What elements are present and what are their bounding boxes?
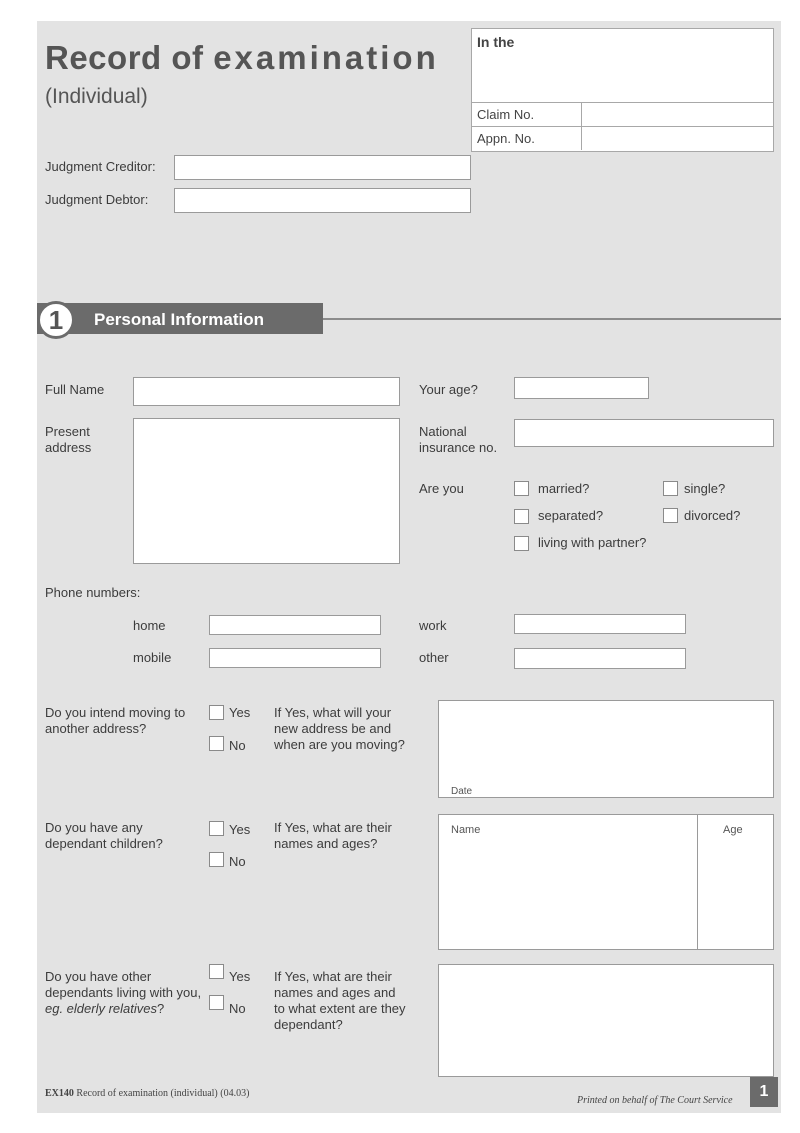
moving-no-checkbox[interactable] bbox=[209, 736, 224, 751]
appn-no-row[interactable] bbox=[472, 126, 773, 150]
dependants-if-yes-text: If Yes, what are their names and ages and to what extent are they dependant? bbox=[274, 969, 406, 1032]
your-age-label: Your age? bbox=[419, 382, 478, 397]
form-title: Record of examination bbox=[45, 39, 439, 76]
children-no-checkbox[interactable] bbox=[209, 852, 224, 867]
age-column-header: Age bbox=[723, 824, 743, 836]
form-subtitle: (Individual) bbox=[45, 85, 148, 108]
dependants-no-label: No bbox=[229, 1001, 246, 1016]
full-name-field[interactable] bbox=[133, 377, 400, 406]
home-phone-field[interactable] bbox=[209, 615, 381, 635]
in-the-label: In the bbox=[477, 34, 515, 50]
claim-no-row[interactable] bbox=[472, 102, 773, 126]
phone-numbers-label: Phone numbers: bbox=[45, 585, 141, 600]
name-column-header: Name bbox=[451, 824, 481, 836]
home-phone-label: home bbox=[133, 618, 166, 633]
judgment-debtor-field[interactable] bbox=[174, 188, 471, 213]
present-address-label: Present address bbox=[45, 424, 92, 455]
other-phone-label: other bbox=[419, 650, 449, 665]
children-if-yes-text: If Yes, what are their names and ages? bbox=[274, 820, 392, 851]
living-with-partner-label: living with partner? bbox=[538, 535, 647, 550]
full-name-label: Full Name bbox=[45, 382, 105, 397]
moving-yes-label: Yes bbox=[229, 705, 251, 720]
moving-yes-checkbox[interactable] bbox=[209, 705, 224, 720]
married-checkbox[interactable] bbox=[514, 481, 529, 496]
court-details-box bbox=[471, 28, 774, 152]
moving-question: Do you intend moving to another address? bbox=[45, 705, 186, 736]
judgment-creditor-label: Judgment Creditor: bbox=[45, 159, 156, 174]
form-code: EX140 Record of examination (individual) (04.03) bbox=[45, 1088, 250, 1099]
moving-if-yes-text: If Yes, what will your new address be and when are you moving? bbox=[274, 705, 405, 752]
ni-number-label: National insurance no. bbox=[419, 424, 498, 455]
section-divider bbox=[323, 318, 781, 320]
table-column-divider bbox=[697, 815, 698, 949]
judgment-creditor-field[interactable] bbox=[174, 155, 471, 180]
ni-number-field[interactable] bbox=[514, 419, 774, 447]
separated-label: separated? bbox=[538, 508, 604, 523]
separated-checkbox[interactable] bbox=[514, 509, 529, 524]
mobile-phone-field[interactable] bbox=[209, 648, 381, 668]
section-number: 1 bbox=[37, 301, 75, 339]
children-yes-label: Yes bbox=[229, 822, 251, 837]
children-no-label: No bbox=[229, 854, 246, 869]
appn-no-label: Appn. No. bbox=[477, 131, 535, 146]
divorced-checkbox[interactable] bbox=[663, 508, 678, 523]
mobile-phone-label: mobile bbox=[133, 650, 172, 665]
children-yes-checkbox[interactable] bbox=[209, 821, 224, 836]
single-label: single? bbox=[684, 481, 726, 496]
section-title: Personal Information bbox=[94, 310, 265, 329]
judgment-debtor-label: Judgment Debtor: bbox=[45, 192, 149, 207]
work-phone-label: work bbox=[419, 618, 447, 633]
living-with-partner-checkbox[interactable] bbox=[514, 536, 529, 551]
claim-no-label: Claim No. bbox=[477, 107, 535, 122]
children-table[interactable] bbox=[438, 814, 774, 950]
children-question: Do you have any dependant children? bbox=[45, 820, 163, 851]
other-phone-field[interactable] bbox=[514, 648, 686, 669]
printed-on-behalf: Printed on behalf of The Court Service bbox=[577, 1095, 733, 1106]
dependants-yes-label: Yes bbox=[229, 969, 251, 984]
other-dependants-question: Do you have other dependants living with you, eg. elderly relatives? bbox=[45, 969, 202, 1016]
new-address-field[interactable] bbox=[438, 700, 774, 798]
are-you-label: Are you bbox=[419, 481, 464, 496]
other-dependants-field[interactable] bbox=[438, 964, 774, 1077]
moving-no-label: No bbox=[229, 738, 246, 753]
married-label: married? bbox=[538, 481, 590, 496]
work-phone-field[interactable] bbox=[514, 614, 686, 634]
page-number: 1 bbox=[750, 1077, 778, 1107]
single-checkbox[interactable] bbox=[663, 481, 678, 496]
date-label: Date bbox=[451, 786, 473, 797]
divorced-label: divorced? bbox=[684, 508, 741, 523]
present-address-field[interactable] bbox=[133, 418, 400, 564]
dependants-yes-checkbox[interactable] bbox=[209, 964, 224, 979]
dependants-no-checkbox[interactable] bbox=[209, 995, 224, 1010]
age-field[interactable] bbox=[514, 377, 649, 399]
